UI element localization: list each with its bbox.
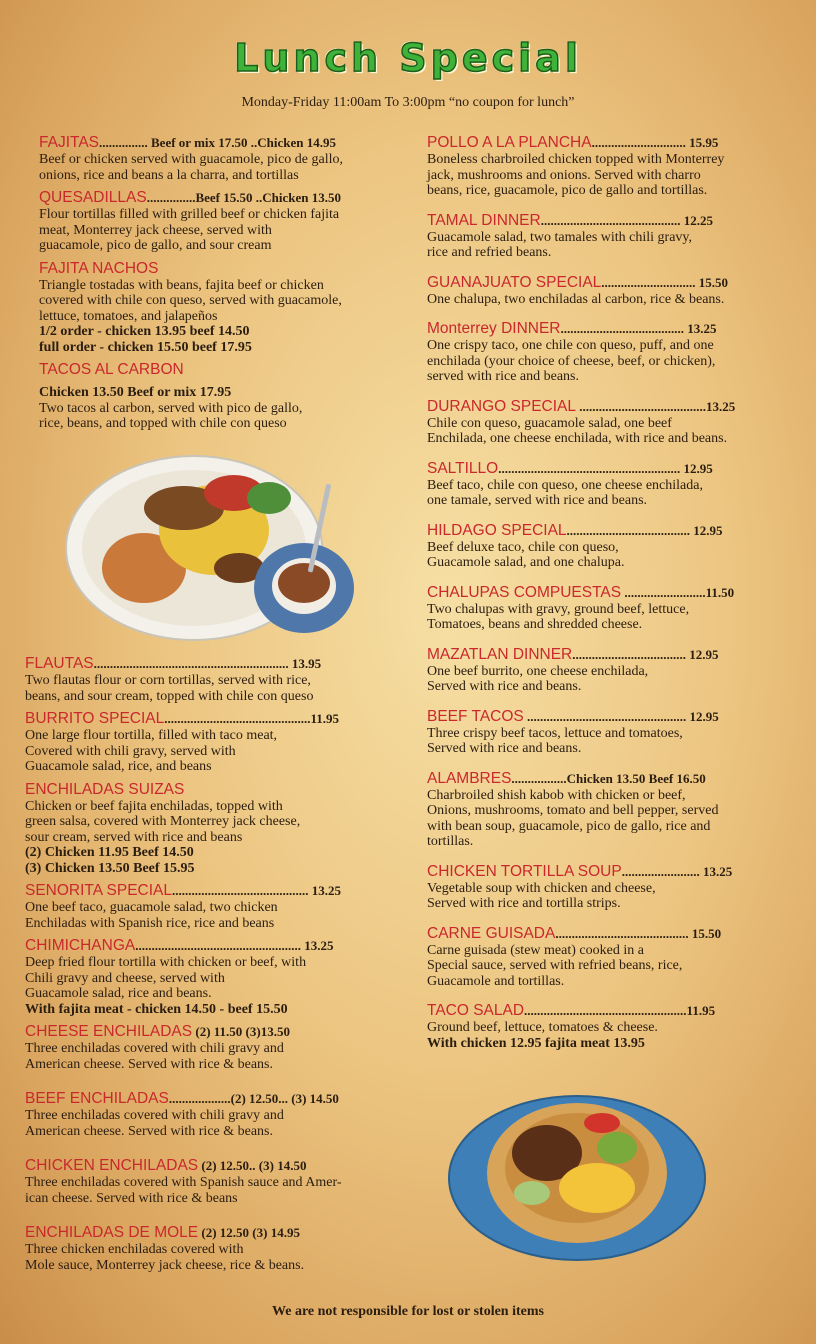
menu-item-heading bbox=[427, 863, 787, 881]
menu-item-name: QUESADILLAS bbox=[39, 189, 147, 206]
menu-item-description: Three enchiladas covered with Spanish sauce and Amer- bbox=[25, 1175, 342, 1190]
menu-item-heading bbox=[25, 655, 405, 673]
menu-item-description: Beef or chicken served with guacamole, pico de gallo, bbox=[39, 152, 343, 167]
menu-item-name: ENCHILADAS SUIZAS bbox=[25, 780, 185, 798]
menu-item-price: (2) 11.50 (3)13.50 bbox=[192, 1024, 290, 1039]
menu-item-name: FLAUTAS bbox=[25, 655, 94, 672]
menu-item bbox=[427, 770, 787, 850]
menu-item bbox=[427, 708, 787, 757]
menu-item-name: CARNE GUISADA bbox=[427, 924, 556, 942]
menu-item-description: with bean soup, guacamole, pico de gallo, rice and bbox=[427, 818, 711, 834]
menu-item-price: ................................................. 12.95 bbox=[523, 708, 719, 724]
menu-item-heading bbox=[39, 189, 389, 207]
menu-item-option: 1/2 order - chicken 13.95 beef 14.50 bbox=[39, 324, 250, 339]
menu-item-heading bbox=[427, 646, 787, 664]
menu-item-heading bbox=[25, 1157, 405, 1175]
menu-item-price: (2) 12.50.. (3) 14.50 bbox=[198, 1158, 307, 1173]
menu-item-option: With chicken 12.95 fajita meat 13.95 bbox=[427, 1035, 645, 1051]
menu-item-name: GUANAJUATO SPECIAL bbox=[427, 273, 602, 291]
menu-item-heading bbox=[427, 274, 787, 292]
menu-item-price: ...................(2) 12.50... (3) 14.50 bbox=[168, 1091, 339, 1106]
menu-item-name: TACOS AL CARBON bbox=[39, 361, 184, 378]
menu-item-heading bbox=[427, 770, 787, 788]
menu-item-description: Guacamole salad, rice and beans. bbox=[25, 986, 212, 1001]
footer-note: We are not responsible for lost or stolen items bbox=[272, 1304, 544, 1319]
menu-item bbox=[25, 1224, 405, 1273]
menu-item bbox=[427, 398, 787, 447]
menu-item-price: (2) 12.50 (3) 14.95 bbox=[198, 1225, 300, 1240]
menu-item-price: ............................................................ 13.95 bbox=[93, 656, 322, 671]
menu-item-name: BURRITO SPECIAL bbox=[25, 710, 165, 727]
menu-item-heading bbox=[25, 937, 405, 955]
menu-item-description: jack, mushrooms and onions. Served with charro bbox=[427, 167, 701, 183]
menu-item-description: Beef deluxe taco, chile con queso, bbox=[427, 539, 619, 555]
menu-item-heading bbox=[39, 361, 389, 379]
menu-item-name: CHEESE ENCHILADAS bbox=[25, 1023, 193, 1040]
menu-item bbox=[427, 1002, 787, 1051]
menu-item-description: Enchiladas with Spanish rice, rice and beans bbox=[25, 915, 275, 931]
menu-item-heading bbox=[427, 212, 787, 230]
menu-item-description: Onions, mushrooms, tomato and bell pepper, served bbox=[427, 803, 719, 818]
menu-item-option: Chicken 13.50 Beef or mix 17.95 bbox=[39, 385, 232, 400]
taco-salad-image bbox=[447, 1068, 707, 1263]
menu-item-heading bbox=[427, 584, 787, 602]
menu-item-heading bbox=[25, 1023, 405, 1041]
menu-item bbox=[25, 937, 405, 1017]
menu-item-heading bbox=[427, 522, 787, 540]
menu-item-option: (2) Chicken 11.95 Beef 14.50 bbox=[25, 845, 194, 860]
menu-item-heading bbox=[427, 925, 787, 943]
menu-item-description: green salsa, covered with Monterrey jack cheese, bbox=[25, 814, 301, 829]
menu-item-name: BEEF TACOS bbox=[427, 707, 524, 725]
menu-item bbox=[39, 134, 389, 183]
menu-item-description: Ground beef, lettuce, tomatoes & cheese. bbox=[427, 1020, 658, 1035]
menu-item bbox=[25, 1023, 405, 1072]
menu-item-price: ............................. 15.95 bbox=[591, 135, 719, 150]
menu-item bbox=[25, 882, 405, 931]
menu-item-heading bbox=[25, 1224, 405, 1242]
menu-item-price: ...................................... 12.95 bbox=[566, 522, 723, 538]
menu-item-name: Monterrey DINNER bbox=[427, 320, 561, 337]
menu-item-name: MAZATLAN DINNER bbox=[427, 645, 573, 663]
menu-item-description: Chili gravy and cheese, served with bbox=[25, 970, 225, 986]
menu-item-description: Enchilada, one cheese enchilada, with rice and beans. bbox=[427, 431, 728, 446]
menu-item-heading bbox=[427, 320, 787, 338]
menu-item-name: HILDAGO SPECIAL bbox=[427, 521, 567, 539]
menu-item-description: Guacamole salad, and one chalupa. bbox=[427, 555, 625, 570]
menu-item-price: ........................ 13.25 bbox=[621, 863, 733, 879]
menu-item-description: beans, rice, guacamole, pico de gallo and tortillas. bbox=[427, 183, 708, 198]
menu-item-description: One large flour tortilla, filled with taco meat, bbox=[25, 728, 278, 743]
menu-item-description: One crispy taco, one chile con queso, puff, and one bbox=[427, 338, 714, 353]
menu-item-name: TACO SALAD bbox=[427, 1002, 525, 1019]
menu-item-heading bbox=[39, 134, 389, 152]
menu-item-description: American cheese. Served with rice & beans. bbox=[25, 1123, 274, 1139]
menu-item-description: Triangle tostadas with beans, fajita beef or chicken bbox=[39, 277, 324, 293]
menu-item-name: ALAMBRES bbox=[427, 769, 512, 787]
menu-item-price: ................................................... 13.25 bbox=[135, 938, 334, 953]
menu-item bbox=[25, 1090, 405, 1139]
fajita-plate-image bbox=[64, 438, 364, 648]
menu-item-description: Covered with chili gravy, served with bbox=[25, 743, 236, 759]
menu-item-description: Special sauce, served with refried beans, rice, bbox=[427, 958, 683, 973]
menu-item-price: ............................. 15.50 bbox=[601, 274, 729, 290]
menu-item-description: Two chalupas with gravy, ground beef, lettuce, bbox=[427, 601, 690, 617]
menu-item-price: ............... Beef or mix 17.50 ..Chicken 14.95 bbox=[99, 135, 337, 150]
menu-item-description: Three chicken enchiladas covered with bbox=[25, 1242, 244, 1257]
menu-item bbox=[427, 320, 787, 385]
menu-item-name: FAJITAS bbox=[39, 134, 100, 151]
hours-text: Monday-Friday 11:00am To 3:00pm “no coupon for lunch” bbox=[241, 95, 575, 110]
menu-item bbox=[39, 189, 389, 254]
menu-item-price: ......................................... 15.50 bbox=[555, 925, 722, 941]
menu-item-description: one tamale, served with rice and beans. bbox=[427, 493, 648, 508]
menu-item bbox=[427, 274, 787, 308]
menu-item-description: onions, rice and beans a la charra, and tortillas bbox=[39, 167, 299, 183]
menu-item-description: beans, and sour cream, topped with chile con queso bbox=[25, 688, 314, 704]
menu-column-right bbox=[427, 134, 787, 1064]
menu-item-description: guacamole, pico de gallo, and sour cream bbox=[39, 238, 272, 253]
menu-item-name: FAJITA NACHOS bbox=[39, 259, 159, 277]
menu-item-heading bbox=[427, 1002, 787, 1020]
menu-item-heading bbox=[25, 781, 405, 799]
menu-item-description: ican cheese. Served with rice & beans bbox=[25, 1190, 238, 1206]
menu-item-description: Carne guisada (stew meat) cooked in a bbox=[427, 942, 644, 958]
menu-item-description: American cheese. Served with rice & beans. bbox=[25, 1056, 274, 1072]
menu-item-description: Guacamole salad, two tamales with chili gravy, bbox=[427, 229, 693, 245]
menu-item-price: ........................................... 12.25 bbox=[540, 212, 713, 228]
menu-item-heading bbox=[427, 134, 787, 152]
menu-item-description: Served with rice and tortilla strips. bbox=[427, 896, 621, 911]
menu-item-price: ..................................................11.95 bbox=[524, 1003, 716, 1018]
menu-item-heading bbox=[39, 260, 389, 278]
menu-item-name: SALTILLO bbox=[427, 459, 499, 477]
menu-item-description: Three crispy beef tacos, lettuce and tomatoes, bbox=[427, 725, 683, 741]
menu-item bbox=[427, 863, 787, 912]
menu-item-option: full order - chicken 15.50 beef 17.95 bbox=[39, 339, 252, 355]
menu-item bbox=[25, 710, 405, 775]
menu-item-description: Two flautas flour or corn tortillas, served with rice, bbox=[25, 673, 311, 688]
menu-item-description: meat, Monterrey jack cheese, served with bbox=[39, 222, 272, 238]
menu-item-description: Two tacos al carbon, served with pico de gallo, bbox=[39, 400, 303, 416]
menu-item-name: SENORITA SPECIAL bbox=[25, 882, 173, 899]
menu-item-description: Served with rice and beans. bbox=[427, 679, 582, 694]
menu-item-description: Chicken or beef fajita enchiladas, topped with bbox=[25, 798, 283, 814]
menu-item-heading bbox=[25, 1090, 405, 1108]
menu-item-description: rice, beans, and topped with chile con queso bbox=[39, 416, 287, 431]
menu-item-description: Boneless charbroiled chicken topped with Monterrey bbox=[427, 152, 725, 167]
menu-item-price: .......................................... 13.25 bbox=[172, 883, 342, 898]
page-title: Lunch Special bbox=[234, 36, 582, 80]
menu-item-price: .................Chicken 13.50 Beef 16.50 bbox=[511, 770, 706, 786]
menu-item bbox=[427, 134, 787, 199]
menu-item-name: ENCHILADAS DE MOLE bbox=[25, 1224, 199, 1241]
menu-item-description: Guacamole and tortillas. bbox=[427, 973, 565, 989]
menu-item bbox=[39, 361, 389, 432]
menu-item-price: .......................................13.25 bbox=[576, 398, 736, 414]
menu-item bbox=[427, 925, 787, 990]
menu-item-description: One chalupa, two enchiladas al carbon, rice & beans. bbox=[427, 291, 725, 307]
menu-item-heading bbox=[427, 398, 787, 416]
menu-item bbox=[39, 260, 389, 356]
menu-item-description: served with rice and beans. bbox=[427, 369, 579, 384]
menu-item-name: TAMAL DINNER bbox=[427, 211, 541, 229]
menu-item-description: Served with rice and beans. bbox=[427, 741, 582, 756]
menu-item-name: CHICKEN TORTILLA SOUP bbox=[427, 862, 622, 880]
menu-item-option: With fajita meat - chicken 14.50 - beef 15.50 bbox=[25, 1001, 288, 1017]
menu-item-option: (3) Chicken 13.50 Beef 15.95 bbox=[25, 860, 195, 876]
menu-item-description: Three enchiladas covered with chili gravy and bbox=[25, 1041, 284, 1056]
menu-item-description: Vegetable soup with chicken and cheese, bbox=[427, 880, 656, 896]
menu-item-description: Charbroiled shish kabob with chicken or beef, bbox=[427, 787, 686, 803]
menu-item-description: sour cream, served with rice and beans bbox=[25, 829, 243, 845]
menu-item bbox=[427, 212, 787, 261]
menu-item-name: CHICKEN ENCHILADAS bbox=[25, 1157, 199, 1174]
menu-item bbox=[427, 584, 787, 633]
menu-item-description: Beef taco, chile con queso, one cheese enchilada, bbox=[427, 477, 703, 493]
menu-item-name: BEEF ENCHILADAS bbox=[25, 1090, 169, 1107]
menu-item-price: ........................................................ 12.95 bbox=[498, 460, 713, 476]
menu-item-description: One beef burrito, one cheese enchilada, bbox=[427, 663, 649, 679]
menu-item-name: DURANGO SPECIAL bbox=[427, 397, 577, 415]
menu-item-price: ................................... 12.95 bbox=[572, 646, 719, 662]
menu-item-name: CHIMICHANGA bbox=[25, 937, 136, 954]
menu-item-heading bbox=[25, 710, 405, 728]
menu-item-name: CHALUPAS COMPUESTAS bbox=[427, 583, 622, 601]
menu-item bbox=[25, 781, 405, 877]
menu-item-description: Flour tortillas filled with grilled beef or chicken fajita bbox=[39, 207, 340, 222]
menu-item-price: ...............Beef 15.50 ..Chicken 13.50 bbox=[146, 190, 341, 205]
menu-column-left-bottom bbox=[25, 655, 405, 1291]
menu-item-heading bbox=[427, 460, 787, 478]
menu-item-description: rice and refried beans. bbox=[427, 245, 552, 260]
menu-item bbox=[427, 460, 787, 509]
menu-item-description: enchilada (your choice of cheese, beef, or chicken), bbox=[427, 353, 716, 369]
menu-item bbox=[25, 1157, 405, 1206]
menu-item bbox=[25, 655, 405, 704]
menu-item-description: lettuce, tomatoes, and jalapeños bbox=[39, 308, 218, 324]
menu-item-price: .............................................11.95 bbox=[164, 711, 340, 726]
menu-item-price: .........................11.50 bbox=[621, 584, 735, 600]
menu-item-price: ...................................... 13.25 bbox=[560, 321, 717, 336]
menu-item bbox=[427, 522, 787, 571]
menu-item-description: Mole sauce, Monterrey jack cheese, rice & beans. bbox=[25, 1257, 305, 1273]
menu-item-description: Guacamole salad, rice, and beans bbox=[25, 759, 212, 774]
menu-item-heading bbox=[427, 708, 787, 726]
menu-item bbox=[427, 646, 787, 695]
menu-item-description: tortillas. bbox=[427, 834, 474, 849]
menu-item-description: Three enchiladas covered with chili gravy and bbox=[25, 1108, 284, 1123]
menu-item-description: covered with chile con queso, served with guacamole, bbox=[39, 293, 342, 308]
menu-item-name: POLLO A LA PLANCHA bbox=[427, 134, 592, 151]
menu-column-left-top bbox=[39, 134, 389, 438]
menu-item-description: One beef taco, guacamole salad, two chicken bbox=[25, 900, 278, 915]
menu-item-description: Deep fried flour tortilla with chicken or beef, with bbox=[25, 955, 307, 970]
menu-item-description: Chile con queso, guacamole salad, one beef bbox=[427, 415, 672, 431]
menu-item-heading bbox=[25, 882, 405, 900]
menu-item-description: Tomatoes, beans and shredded cheese. bbox=[427, 617, 643, 632]
